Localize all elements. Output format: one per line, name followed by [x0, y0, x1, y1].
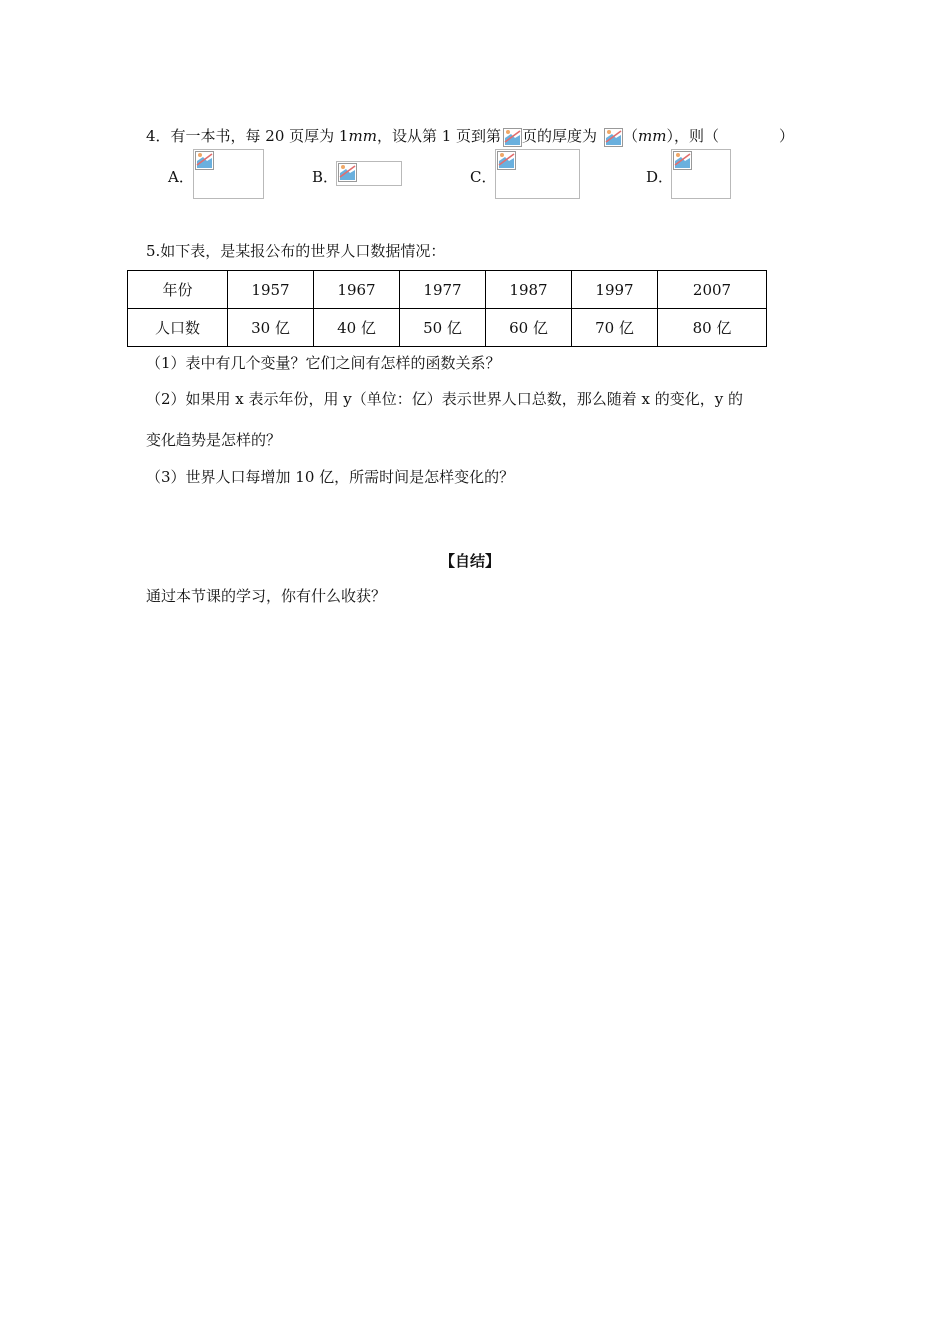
table-cell: 1957	[228, 271, 314, 309]
option-c-label: C．	[470, 168, 497, 186]
table-cell: 60 亿	[486, 309, 572, 347]
table-cell: 1977	[400, 271, 486, 309]
table-row-population	[128, 309, 767, 347]
broken-image-icon	[604, 128, 623, 147]
q5-stem: 5.如下表，是某报公布的世界人口数据情况：	[146, 242, 446, 260]
broken-image-icon	[195, 151, 214, 170]
q4-stem-tail	[623, 125, 794, 146]
option-b-label: B．	[312, 168, 339, 186]
table-cell: 1967	[314, 271, 400, 309]
table-cell: 80 亿	[658, 309, 767, 347]
q4-stem-prefix: 4．有一本书，每 20 页厚为 1	[146, 127, 349, 145]
table-cell: 40 亿	[314, 309, 400, 347]
summary-prompt: 通过本节课的学习，你有什么收获？	[146, 587, 387, 605]
q4-stem-mid: ，设从第 1 页到第	[376, 127, 502, 145]
broken-image-icon	[673, 151, 692, 170]
q4-stem-mid2-text: 页的厚度为	[522, 127, 598, 145]
table-cell: 70 亿	[572, 309, 658, 347]
broken-image-icon	[503, 128, 522, 147]
table-cell: 1987	[486, 271, 572, 309]
q4-stem	[146, 125, 501, 146]
q5-sub3: （3）世界人口每增加 10 亿，所需时间是怎样变化的？	[146, 468, 515, 486]
q4-unit-2: mm	[638, 127, 667, 145]
table-cell: 50 亿	[400, 309, 486, 347]
population-table	[127, 270, 767, 347]
q5-sub1: （1）表中有几个变量？它们之间有怎样的函数关系？	[146, 354, 501, 372]
table-cell: 人口数	[128, 309, 228, 347]
q4-stem-mid2	[522, 125, 597, 146]
option-a-label: A．	[168, 168, 194, 186]
q4-paren-open: （	[623, 127, 639, 145]
broken-image-icon	[338, 163, 357, 182]
table-cell: 年份	[128, 271, 228, 309]
q4-paren-close: ），则（ ）	[666, 127, 794, 145]
table-cell: 1997	[572, 271, 658, 309]
q4-unit: mm	[348, 127, 377, 145]
table-cell: 2007	[658, 271, 767, 309]
table-cell: 30 亿	[228, 309, 314, 347]
table-row-year	[128, 271, 767, 309]
summary-title: 【自结】	[440, 552, 501, 570]
q5-sub2-line1: （2）如果用 x 表示年份，用 y（单位：亿）表示世界人口总数，那么随着 x 的变化，y 的	[146, 390, 744, 408]
broken-image-icon	[497, 151, 516, 170]
q5-sub2-line2: 变化趋势是怎样的？	[146, 431, 282, 449]
option-d-label: D．	[646, 168, 674, 186]
